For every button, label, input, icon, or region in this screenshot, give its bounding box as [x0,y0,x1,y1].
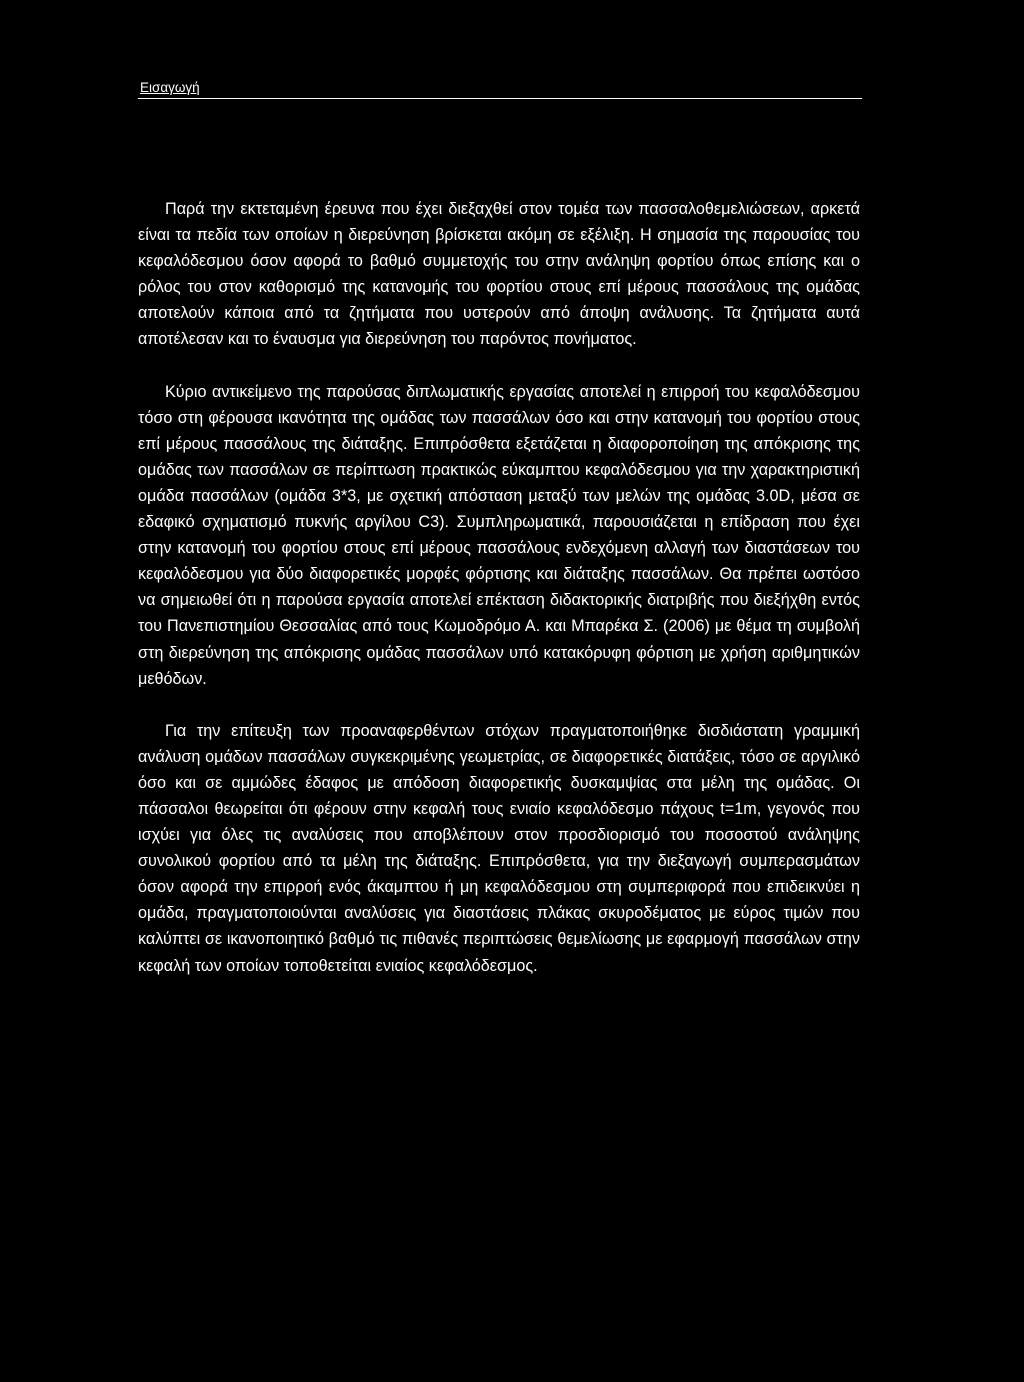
running-header [138,80,862,99]
body-text [138,196,860,1005]
paragraph-1: Παρά την εκτεταμένη έρευνα που έχει διεξαχθεί στον τομέα των πασσαλοθεμελιώσεων, αρκετά είναι τα πεδία των οποίων η διερεύνηση βρίσκεται ακόμη σε εξέλιξη. Η σημασία της παρουσίας του κεφαλόδεσμου όσον αφορά το βαθμό συμμετοχής του στην ανάληψη φορτίου όπως επίσης και ο ρόλος του στον καθορισμό της κατανομής του φορτίου στους επί μέρους πασσάλους της ομάδας αποτελούν κάποια από τα ζητήματα που υστερούν από άποψη ανάλυσης. Τα ζητήματα αυτά αποτέλεσαν και το έναυσμα για διερεύνηση του παρόντος πονήματος. [138,200,860,349]
section-title: Εισαγωγή [140,80,200,95]
page-content [138,0,860,1382]
paragraph-2: Κύριο αντικείμενο της παρούσας διπλωματικής εργασίας αποτελεί η επιρροή του κεφαλόδεσμου τόσο στη φέρουσα ικανότητα της ομάδας των πασσάλων όσο και στην κατανομή του φορτίου στους επί μέρους πασσάλους της διάταξης. Επιπρόσθετα εξετάζεται η διαφοροποίηση της απόκρισης της ομάδας των πασσάλων σε περίπτωση πρακτικώς εύκαμπτου κεφαλόδεσμου για την χαρακτηριστική ομάδα πασσάλων (ομάδα 3*3, με σχετική απόσταση μεταξύ των μελών της ομάδας 3.0D, μέσα σε εδαφικό σχηματισμό πυκνής αργίλου C3). Συμπληρωματικά, παρουσιάζεται η επίδραση που έχει στην κατανομή του φορτίου στους επί μέρους πασσάλους ενδεχόμενη αλλαγή των διαστάσεων του κεφαλόδεσμου για δύο διαφορετικές μορφές φόρτισης και διάταξης πασσάλων. Θα πρέπει ωστόσο να σημειωθεί ότι η παρούσα εργασία αποτελεί επέκταση διδακτορικής διατριβής που διεξήχθη εντός του Πανεπιστημίου Θεσσαλίας από τους Κωμοδρόμο Α. και Μπαρέκα Σ. (2006) με θέμα τη συμβολή στη διερεύνηση της απόκρισης ομάδας πασσάλων υπό κατακόρυφη φόρτιση με χρήση αριθμητικών μεθόδων. [138,382,860,688]
paragraph-3: Για την επίτευξη των προαναφερθέντων στόχων πραγματοποιήθηκε δισδιάστατη γραμμική ανάλυση ομάδων πασσάλων συγκεκριμένης γεωμετρίας, σε διαφορετικές διατάξεις, τόσο σε αργιλικό όσο και σε αμμώδες έδαφος με απόδοση διαφορετικής δυσκαμψίας στα μέλη της ομάδας. Οι πάσσαλοι θεωρείται ότι φέρουν στην κεφαλή τους ενιαίο κεφαλόδεσμο πάχους t=1m, γεγονός που ισχύει για όλες τις αναλύσεις που αποβλέπουν στον προσδιορισμό του ποσοστού ανάληψης συνολικού φορτίου από τα μέλη της διάταξης. Επιπρόσθετα, για την διεξαγωγή συμπερασμάτων όσον αφορά την επιρροή ενός άκαμπτου ή μη κεφαλόδεσμου στη συμπεριφορά που επιδεικνύει η ομάδα, πραγματοποιούνται αναλύσεις για διαστάσεις πλάκας σκυροδέματος με εύρος τιμών που καλύπτει σε ικανοποιητικό βαθμό τις πιθανές περιπτώσεις θεμελίωσης με εφαρμογή πασσάλων στην κεφαλή των οποίων τοποθετείται ενιαίος κεφαλόδεσμος. [138,721,860,975]
